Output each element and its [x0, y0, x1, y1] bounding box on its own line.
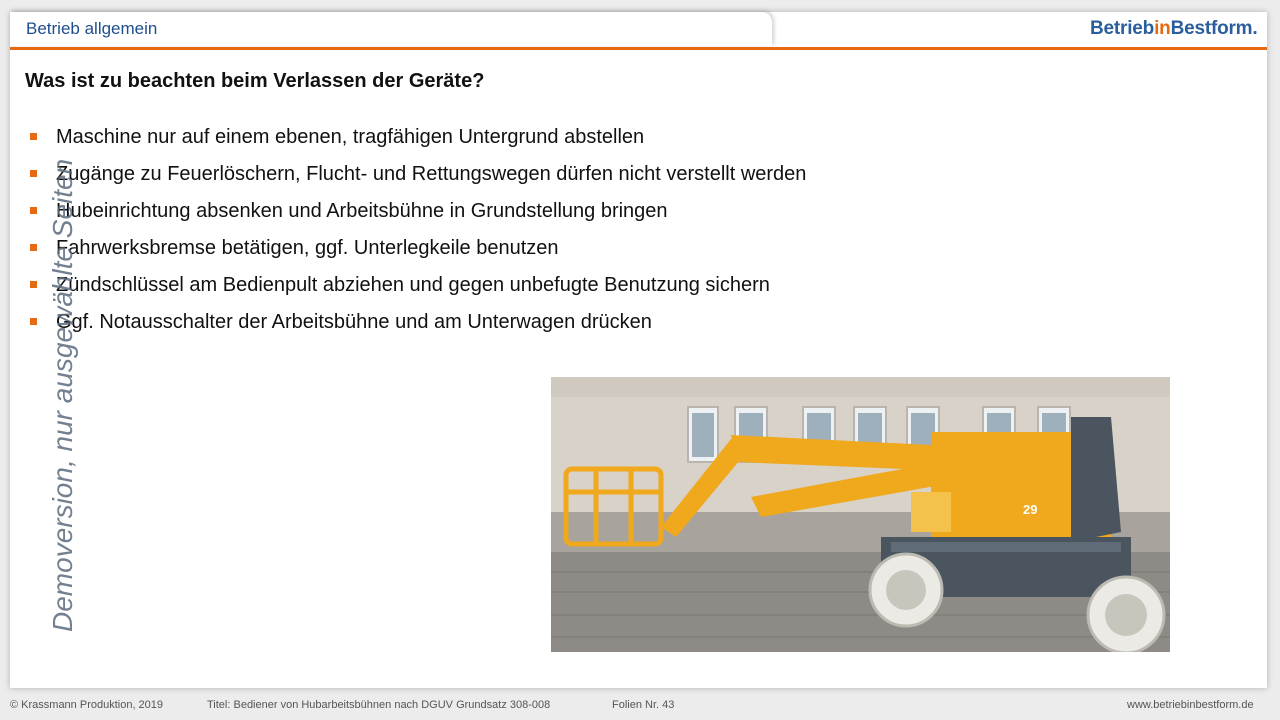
- unit-number: 29: [1023, 502, 1038, 517]
- logo-text-1: Betrieb: [1090, 18, 1155, 39]
- bullet-item: [30, 231, 806, 268]
- footer-slide-number: Folien Nr. 43: [612, 699, 675, 711]
- bullet-text: Zugänge zu Feuerlöschern, Flucht- und Rettungswegen dürfen nicht verstellt werden: [56, 163, 807, 185]
- footer-copyright: © Krassmann Produktion, 2019: [10, 699, 164, 711]
- bullet-marker-icon: [30, 281, 37, 288]
- aerial-work-platform-photo: [551, 377, 1170, 652]
- bullet-item: [30, 120, 806, 157]
- logo-text-2: in: [1154, 18, 1171, 39]
- bullet-text: Zündschlüssel am Bedienpult abziehen und gegen unbefugte Benutzung sichern: [56, 274, 770, 296]
- bullet-marker-icon: [30, 170, 37, 177]
- bullet-text: Maschine nur auf einem ebenen, tragfähigen Untergrund abstellen: [56, 126, 645, 148]
- header-divider: [10, 47, 1267, 50]
- slide-title: Was ist zu beachten beim Verlassen der Geräte?: [25, 70, 485, 92]
- bullet-marker-icon: [30, 207, 37, 214]
- demo-watermark: Demoversion, nur ausgewählte Seiten: [47, 158, 78, 632]
- bullet-item: [30, 305, 806, 342]
- bullet-text: Hubeinrichtung absenken und Arbeitsbühne in Grundstellung bringen: [56, 200, 668, 222]
- footer-url[interactable]: www.betriebinbestform.de: [1127, 699, 1254, 711]
- bullet-marker-icon: [30, 244, 37, 251]
- bullet-item: [30, 268, 806, 305]
- footer-course-title: Titel: Bediener von Hubarbeitsbühnen nach DGUV Grundsatz 308-008: [207, 699, 551, 711]
- logo-text-3: Bestform.: [1170, 18, 1258, 39]
- bullet-list: [30, 120, 806, 342]
- bullet-item: [30, 157, 806, 194]
- brand-logo: [1090, 18, 1257, 40]
- bullet-text: Ggf. Notausschalter der Arbeitsbühne und am Unterwagen drücken: [56, 311, 652, 333]
- bullet-marker-icon: [30, 133, 37, 140]
- section-label: Betrieb allgemein: [26, 19, 158, 38]
- bullet-item: [30, 194, 806, 231]
- bullet-text: Fahrwerksbremse betätigen, ggf. Unterlegkeile benutzen: [56, 237, 559, 259]
- bullet-marker-icon: [30, 318, 37, 325]
